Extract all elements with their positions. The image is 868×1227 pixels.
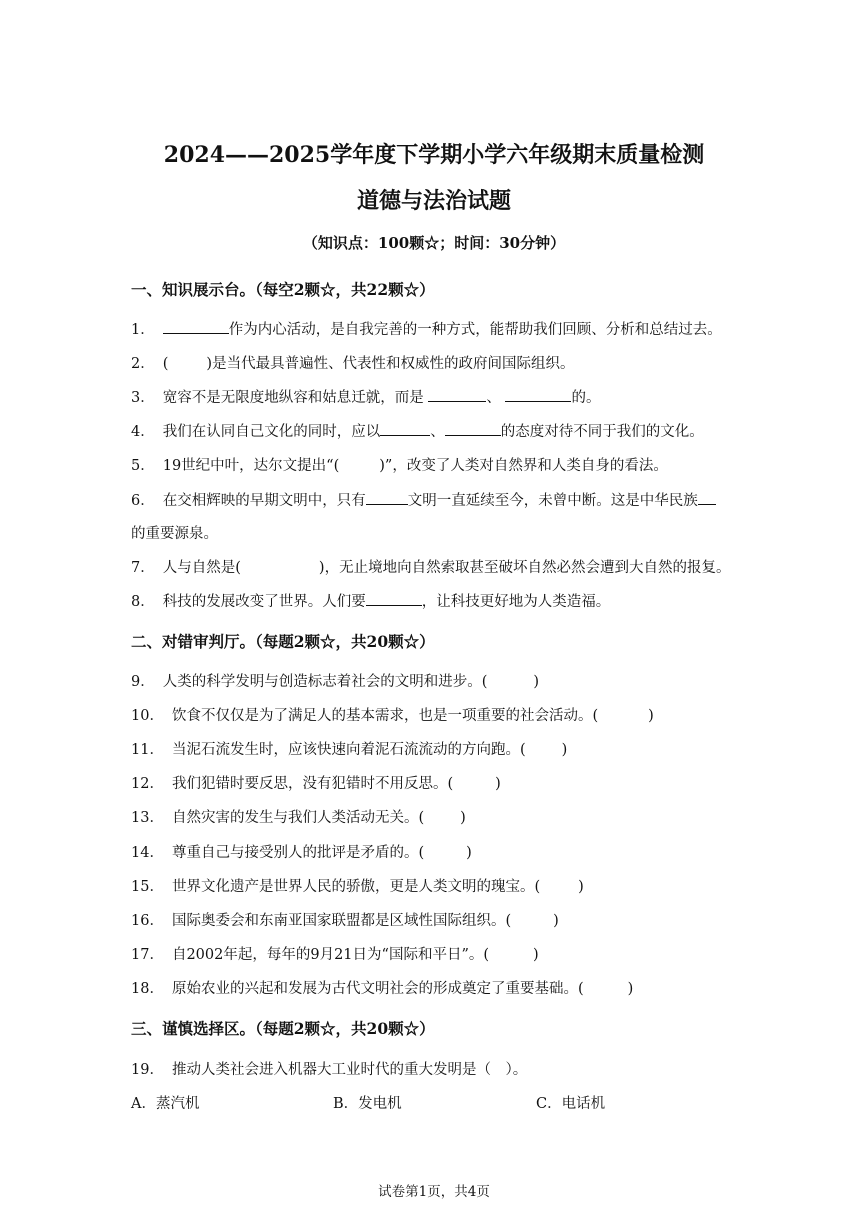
judge-item — [131, 875, 584, 896]
question-text: )”，改变了人类对自然界和人类自身的看法。 — [379, 458, 668, 474]
answer-blank[interactable] — [163, 318, 229, 334]
question-text: )是当代最具普遍性、代表性和权威性的政府间国际组织。 — [206, 356, 575, 372]
question-number: 9． — [131, 674, 155, 690]
question-number: 17． — [131, 947, 164, 963]
question-number: 3． — [131, 390, 155, 406]
question-number: 16． — [131, 913, 164, 929]
question-number: 10． — [131, 708, 164, 724]
question-text: 自2002年起，每年的9月21日为“国际和平日”。( — [171, 947, 490, 963]
question-text: 当泥石流发生时，应该快速向着泥石流流动的方向跑。( — [171, 742, 526, 758]
question-2 — [131, 352, 575, 373]
question-text: 推动人类社会进入机器大工业时代的重大发明是（ ）。 — [171, 1062, 528, 1078]
close-paren: ) — [466, 845, 472, 861]
close-paren: ) — [533, 674, 540, 690]
question-text: 我们在认同自己文化的同时，应以 — [162, 424, 381, 440]
question-number: 18． — [131, 981, 164, 997]
answer-blank[interactable] — [505, 386, 571, 402]
judge-item — [131, 704, 654, 725]
close-paren: ) — [627, 981, 634, 997]
open-paren: ( — [162, 356, 169, 372]
question-text: )，无止境地向自然索取甚至破坏自然必然会遭到大自然的报复。 — [318, 560, 731, 576]
answer-blank[interactable] — [698, 489, 716, 505]
judge-item — [131, 806, 466, 827]
close-paren: ) — [495, 776, 501, 792]
question-5 — [131, 454, 668, 475]
close-paren: ) — [553, 913, 559, 929]
question-text: 国际奥委会和东南亚国家联盟都是区域性国际组织。( — [171, 913, 512, 929]
separator: 、 — [430, 424, 445, 440]
answer-blank[interactable] — [366, 590, 422, 606]
question-number: 8． — [131, 594, 155, 610]
question-number: 7． — [131, 560, 155, 576]
section-heading-3: 三、谨慎选择区。（每题2颗☆，共20颗☆） — [131, 1019, 435, 1038]
question-number: 4． — [131, 424, 155, 440]
page-footer: 试卷第1页，共4页 — [378, 1184, 490, 1200]
judge-item — [131, 738, 567, 759]
question-text: 在交相辉映的早期文明中，只有 — [162, 493, 366, 509]
question-3 — [131, 386, 600, 407]
exam-title: 2024——2025学年度下学期小学六年级期末质量检测 — [163, 142, 705, 168]
question-number: 12． — [131, 776, 164, 792]
judge-item — [131, 909, 559, 930]
question-19 — [131, 1058, 527, 1079]
question-text: 原始农业的兴起和发展为古代文明社会的形成奠定了重要基础。( — [171, 981, 584, 997]
question-number: 6． — [131, 493, 155, 509]
option-a[interactable]: A．蒸汽机 — [131, 1096, 200, 1112]
section-heading-1: 一、知识展示台。（每空2颗☆，共22颗☆） — [131, 280, 435, 299]
question-number: 5． — [131, 458, 155, 474]
question-6-continued: 的重要源泉。 — [131, 526, 218, 542]
question-4 — [131, 420, 704, 441]
question-text: 19世纪中叶，达尔文提出“( — [162, 458, 340, 474]
question-text: 的态度对待不同于我们的文化。 — [500, 424, 704, 440]
question-text: 的。 — [571, 390, 601, 406]
question-text: 宽容不是无限度地纵容和姑息迁就，而是 — [162, 390, 424, 406]
question-number: 2． — [131, 356, 155, 372]
question-number: 19． — [131, 1062, 164, 1078]
close-paren: ) — [533, 947, 539, 963]
question-text: 科技的发展改变了世界。人们要 — [162, 594, 366, 610]
question-number: 13． — [131, 810, 164, 826]
judge-item — [131, 772, 501, 793]
answer-blank[interactable] — [366, 489, 408, 505]
option-c[interactable]: C．电话机 — [536, 1096, 606, 1112]
separator: 、 — [486, 390, 501, 406]
section-heading-2: 二、对错审判厅。（每题2颗☆，共20颗☆） — [131, 632, 435, 651]
question-6 — [131, 489, 716, 510]
answer-blank[interactable] — [445, 420, 501, 436]
question-number: 14． — [131, 845, 164, 861]
question-number: 15． — [131, 879, 164, 895]
question-7 — [131, 556, 731, 577]
judge-item — [131, 841, 472, 862]
answer-blank[interactable] — [380, 420, 430, 436]
exam-info: （知识点：100颗☆；时间：30分钟） — [302, 234, 566, 252]
close-paren: ) — [648, 708, 654, 724]
question-1 — [131, 318, 722, 339]
judge-item — [131, 670, 539, 691]
subject-title: 道德与法治试题 — [356, 188, 511, 214]
question-number: 11． — [131, 742, 164, 758]
question-text: 人类的科学发明与创造标志着社会的文明和进步。( — [162, 674, 488, 690]
close-paren: ) — [578, 879, 584, 895]
question-text: 饮食不仅仅是为了满足人的基本需求，也是一项重要的社会活动。( — [171, 708, 599, 724]
question-number: 1． — [131, 322, 155, 338]
close-paren: ) — [561, 742, 568, 758]
close-paren: ) — [460, 810, 466, 826]
question-text: 文明一直延续至今，未曾中断。这是中华民族 — [407, 493, 698, 509]
question-text: 作为内心活动，是自我完善的一种方式，能帮助我们回顾、分析和总结过去。 — [228, 322, 722, 338]
judge-item — [131, 943, 539, 964]
question-text: 自然灾害的发生与我们人类活动无关。( — [171, 810, 425, 826]
question-text: 我们犯错时要反思，没有犯错时不用反思。( — [171, 776, 454, 792]
answer-blank[interactable] — [428, 386, 486, 402]
question-text: 人与自然是( — [162, 560, 241, 576]
option-b[interactable]: B．发电机 — [333, 1096, 402, 1112]
judge-item — [131, 977, 633, 998]
question-text: ，让科技更好地为人类造福。 — [421, 594, 611, 610]
question-text: 世界文化遗产是世界人民的骄傲，更是人类文明的瑰宝。( — [171, 879, 541, 895]
question-text: 尊重自己与接受别人的批评是矛盾的。( — [171, 845, 425, 861]
question-8 — [131, 590, 610, 611]
